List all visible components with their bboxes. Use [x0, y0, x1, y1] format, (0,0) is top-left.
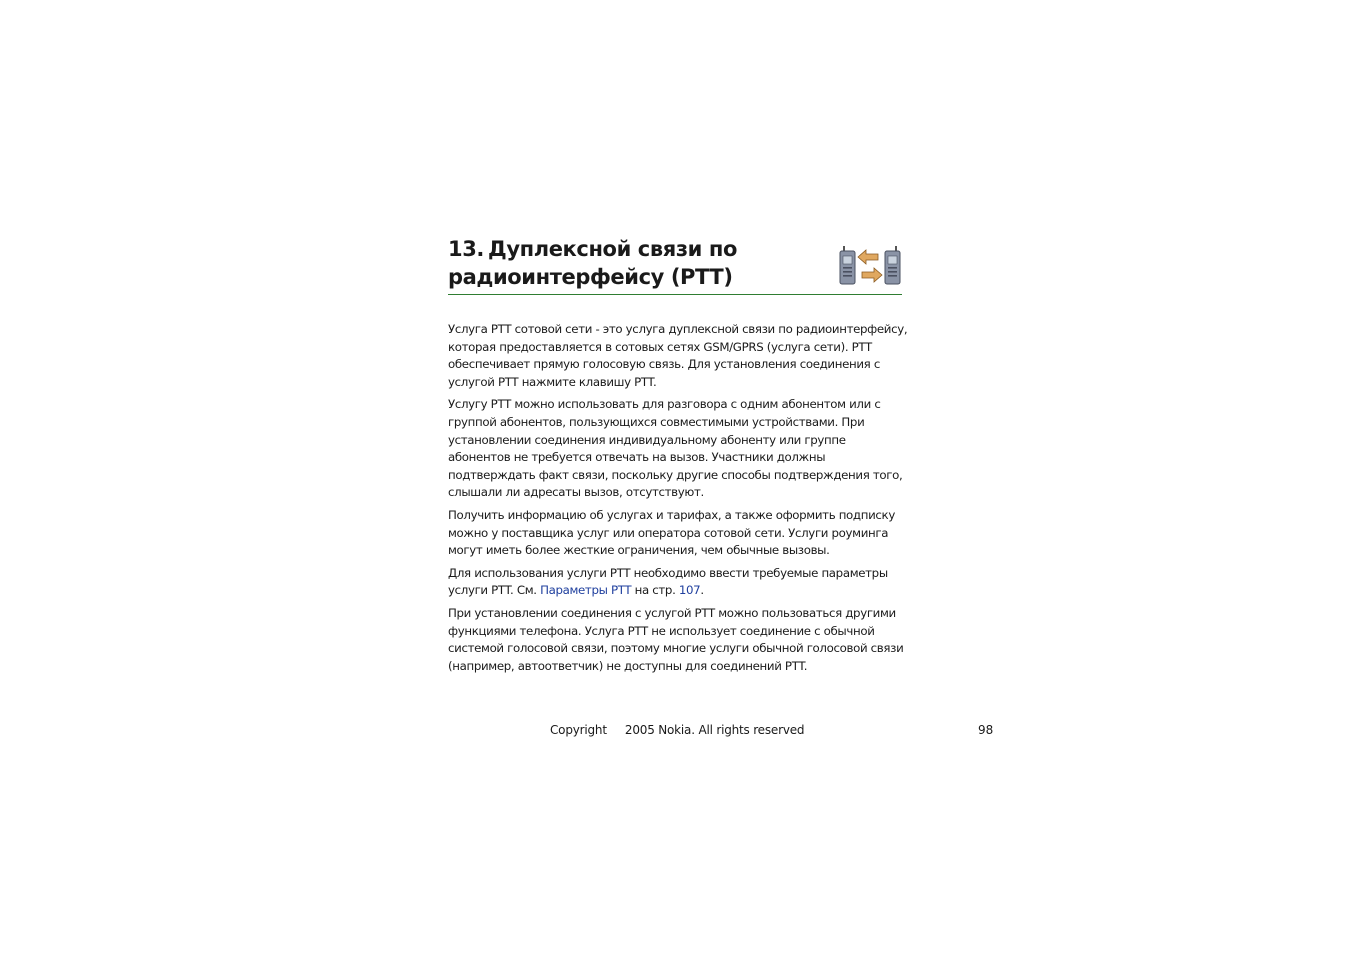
- settings-text-middle: на стр.: [631, 583, 679, 598]
- footer-copyright: Copyright 2005 Nokia. All rights reserved: [550, 723, 805, 737]
- chapter-body: [448, 321, 908, 680]
- chapter-header: [448, 232, 902, 295]
- chapter-title-line2: радиоинтерфейсу (PTT): [448, 265, 733, 289]
- paragraph-settings: [448, 565, 908, 600]
- paragraph-functions: При установлении соединения с услугой PTT можно пользоваться другими функциями телефона. Услуга PTT не использует соединение с обычной системой голосовой связи, поэтому многие услуги обычной голосовой связи (например, автоответчик) не доступны для соединений PTT.: [448, 605, 904, 673]
- paragraph-usage: Услугу PTT можно использовать для разговора с одним абонентом или с группой абонентов, пользующихся совместимыми устройствами. При установлении соединения индивидуальному абоненту или группе абонентов не требуется отвечать на вызов. Участники должны подтверждать факт связи, поскольку другие способы подтверждения того, слышали ли адресаты вызов, отсутствуют.: [448, 397, 903, 500]
- page-reference-link[interactable]: 107: [678, 583, 701, 598]
- paragraph-intro: Услуга PTT сотовой сети - это услуга дуплексной связи по радиоинтерфейсу, которая предоставляется в сотовых сетях GSM/GPRS (услуга сети). PTT обеспечивает прямую голосовую связь. Для установления соединения с услугой PTT нажмите клавишу PTT.: [448, 322, 908, 389]
- chapter-number: 13.: [448, 237, 485, 261]
- paragraph-subscription: Получить информацию об услугах и тарифах, а также оформить подписку можно у поставщика услуг или оператора сотовой сети. Услуги роуминга могут иметь более жесткие ограничения, чем обычные вызовы.: [448, 507, 895, 558]
- walkie-talkie-exchange-icon: [838, 246, 902, 286]
- settings-text-after: .: [700, 583, 704, 598]
- chapter-title: [448, 235, 828, 291]
- page-number: 98: [978, 723, 994, 737]
- chapter-title-line1: Дуплексной связи по: [488, 237, 737, 261]
- settings-text-before: Для использования услуги PTT необходимо ввести требуемые параметры услуги PTT. См.: [448, 565, 888, 598]
- ptt-settings-link[interactable]: Параметры PTT: [540, 583, 632, 598]
